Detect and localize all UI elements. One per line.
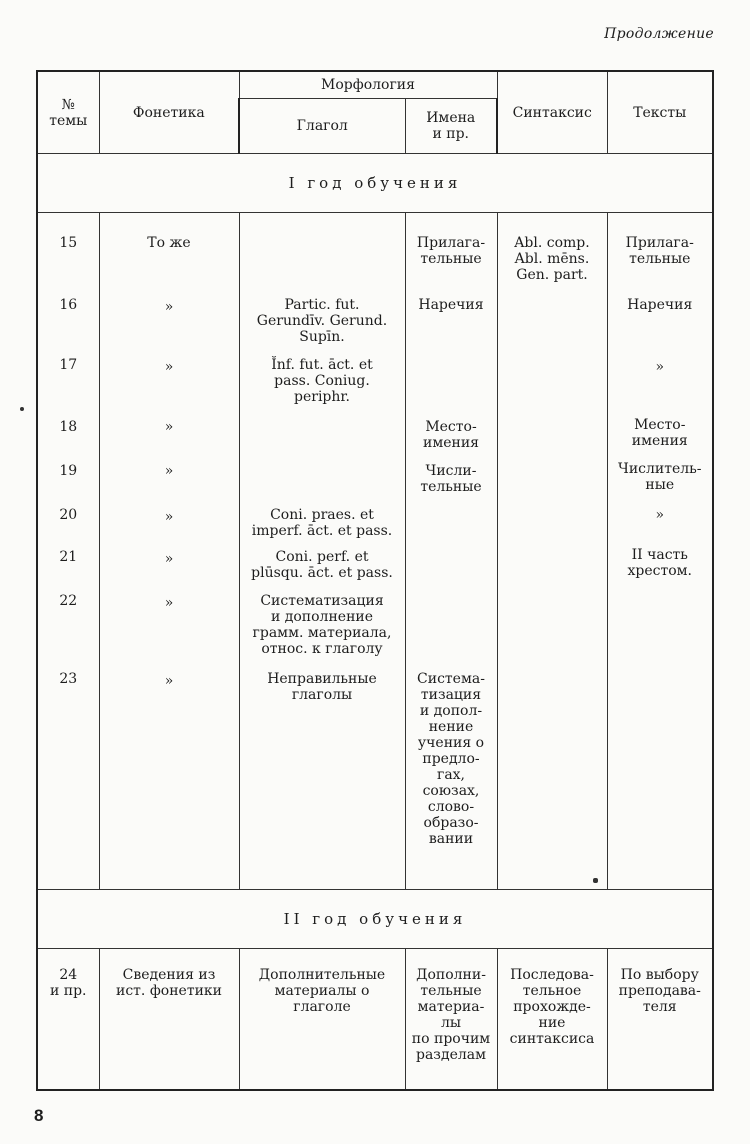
verb-entry: Partic. fut. Gerundīv. Gerund. Supīn.: [256, 297, 388, 345]
ditto-mark: »: [655, 507, 665, 523]
ink-speck: [593, 878, 598, 883]
header-morphology: Морфология: [239, 71, 497, 99]
curriculum-table: [36, 70, 714, 1091]
topic-number: 17: [59, 357, 78, 373]
verb-entry: Coni. praes. et imperf. āct. et pass.: [251, 507, 393, 539]
nouns-column: [405, 213, 497, 890]
year2-topic-number: 24 и пр.: [37, 949, 99, 1091]
verb-entry: Систематизация и дополнение грамм. материала, относ. к глаголу: [252, 593, 392, 657]
texts-entry: Прилага- тельные: [625, 235, 694, 267]
ditto-mark: »: [164, 359, 174, 375]
topic-number: 16: [59, 297, 78, 313]
ditto-mark: »: [164, 463, 174, 479]
year2-phonetics: Сведения из ист. фонетики: [99, 949, 239, 1091]
ink-speck: [20, 407, 24, 411]
nouns-entry: Система- тизация и допол- нение учения о предло- гах, союзах, слово- образо- вании: [417, 671, 485, 847]
ditto-mark: »: [164, 551, 174, 567]
topic-number: 19: [59, 463, 78, 479]
syntax-entry: Abl. comp. Abl. mēns. Gen. part.: [514, 235, 590, 283]
header-nouns: Имена и пр.: [405, 99, 497, 154]
page-number: 8: [34, 1106, 44, 1125]
header-texts: Тексты: [607, 71, 713, 154]
header-syntax: Синтаксис: [497, 71, 607, 154]
topic-number: 15: [59, 235, 78, 251]
phonetics-entry: То же: [147, 235, 191, 251]
header-verb: Глагол: [239, 99, 405, 154]
nouns-entry: Наречия: [418, 297, 484, 313]
texts-entry: Числитель- ные: [618, 461, 702, 493]
year2-syntax: Последова- тельное прохожде- ние синтаксиса: [497, 949, 607, 1091]
year2-label: II год обучения: [37, 890, 713, 949]
verb-entry: Coni. perf. et plūsqu. āct. et pass.: [251, 549, 393, 581]
texts-entry: Наречия: [627, 297, 693, 313]
year2-texts: По выбору преподава- теля: [607, 949, 713, 1091]
topic-number: 22: [59, 593, 78, 609]
topic-number: 23: [59, 671, 78, 687]
ditto-mark: »: [655, 359, 665, 375]
texts-entry: Место- имения: [631, 417, 688, 449]
topic-number-column: [37, 213, 99, 890]
nouns-entry: Числи- тельные: [420, 463, 482, 495]
texts-column: [607, 213, 713, 890]
ditto-mark: »: [164, 673, 174, 689]
ditto-mark: »: [164, 419, 174, 435]
topic-number: 18: [59, 419, 78, 435]
phonetics-column: [99, 213, 239, 890]
nouns-entry: Прилага- тельные: [416, 235, 486, 267]
verb-entry: Неправильные глаголы: [267, 671, 377, 703]
texts-entry: II часть хрестом.: [627, 547, 692, 579]
verb-entry: Ĭnf. fut. āct. et pass. Coniug. periphr.: [271, 357, 373, 405]
topic-number: 21: [59, 549, 78, 565]
year1-label: I год обучения: [37, 154, 713, 213]
ditto-mark: »: [164, 299, 174, 315]
verb-column: [239, 213, 405, 890]
continued-label: Продолжение: [604, 26, 714, 42]
year2-verb: Дополнительные материалы о глаголе: [239, 949, 405, 1091]
header-topic-no: № темы: [37, 71, 99, 154]
ditto-mark: »: [164, 509, 174, 525]
header-phonetics: Фонетика: [99, 71, 239, 154]
year2-nouns: Дополни- тельные материа- лы по прочим разделам: [405, 949, 497, 1091]
syntax-column: [497, 213, 607, 890]
topic-number: 20: [59, 507, 78, 523]
ditto-mark: »: [164, 595, 174, 611]
nouns-entry: Место- имения: [423, 419, 479, 451]
